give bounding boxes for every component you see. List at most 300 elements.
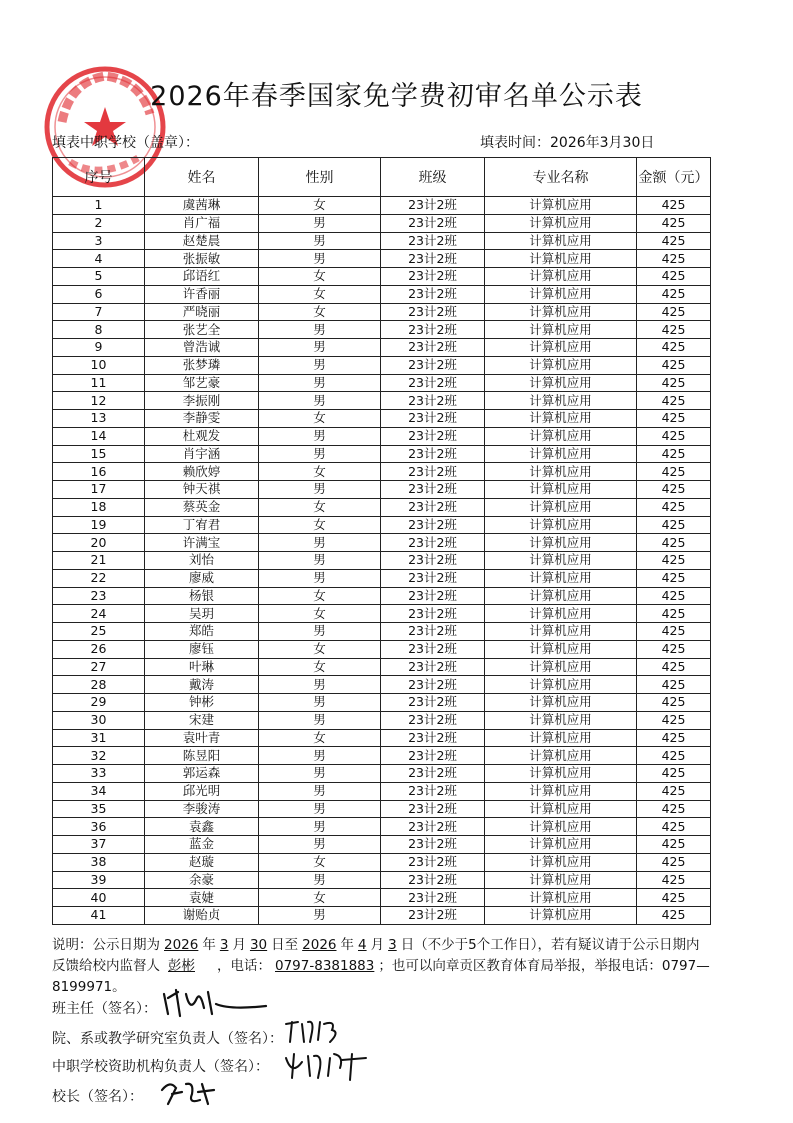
cell-index: 36 [53, 818, 145, 836]
cell-amount: 425 [637, 569, 711, 587]
table-row [53, 445, 711, 463]
cell-gender: 男 [259, 711, 381, 729]
cell-class: 23计2班 [381, 214, 485, 232]
table-row [53, 694, 711, 712]
cell-class: 23计2班 [381, 889, 485, 907]
cell-index: 3 [53, 232, 145, 250]
cell-gender: 男 [259, 765, 381, 783]
cell-name: 陈昱阳 [145, 747, 259, 765]
head-teacher-signature-label: 班主任（签名）： [52, 1001, 157, 1017]
cell-major: 计算机应用 [485, 445, 637, 463]
cell-amount: 425 [637, 250, 711, 268]
cell-gender: 男 [259, 392, 381, 410]
cell-major: 计算机应用 [485, 640, 637, 658]
cell-gender: 男 [259, 214, 381, 232]
cell-name: 李骏涛 [145, 800, 259, 818]
cell-class: 23计2班 [381, 569, 485, 587]
cell-major: 计算机应用 [485, 907, 637, 925]
cell-gender: 男 [259, 818, 381, 836]
cell-amount: 425 [637, 711, 711, 729]
cell-gender: 男 [259, 552, 381, 570]
cell-amount: 425 [637, 516, 711, 534]
cell-gender: 女 [259, 516, 381, 534]
cell-major: 计算机应用 [485, 569, 637, 587]
cell-class: 23计2班 [381, 587, 485, 605]
cell-class: 23计2班 [381, 907, 485, 925]
note-text: ，电话： [217, 958, 271, 974]
cell-gender: 男 [259, 481, 381, 499]
cell-gender: 男 [259, 321, 381, 339]
cell-name: 肖宇涵 [145, 445, 259, 463]
table-row [53, 747, 711, 765]
cell-class: 23计2班 [381, 498, 485, 516]
explanation-note [52, 935, 712, 998]
cell-index: 39 [53, 871, 145, 889]
cell-index: 20 [53, 534, 145, 552]
cell-index: 17 [53, 481, 145, 499]
cell-amount: 425 [637, 232, 711, 250]
cell-class: 23计2班 [381, 552, 485, 570]
start-month: 3 [219, 937, 229, 953]
cell-index: 30 [53, 711, 145, 729]
cell-major: 计算机应用 [485, 427, 637, 445]
cell-gender: 女 [259, 463, 381, 481]
cell-amount: 425 [637, 339, 711, 357]
cell-major: 计算机应用 [485, 410, 637, 428]
cell-amount: 425 [637, 694, 711, 712]
cell-major: 计算机应用 [485, 623, 637, 641]
cell-index: 38 [53, 853, 145, 871]
cell-major: 计算机应用 [485, 321, 637, 339]
cell-index: 24 [53, 605, 145, 623]
cell-index: 40 [53, 889, 145, 907]
table-row [53, 853, 711, 871]
table-row [53, 427, 711, 445]
cell-index: 18 [53, 498, 145, 516]
table-row [53, 907, 711, 925]
cell-name: 宋建 [145, 711, 259, 729]
cell-gender: 女 [259, 410, 381, 428]
cell-major: 计算机应用 [485, 214, 637, 232]
cell-name: 郑皓 [145, 623, 259, 641]
cell-major: 计算机应用 [485, 889, 637, 907]
cell-amount: 425 [637, 658, 711, 676]
cell-gender: 女 [259, 729, 381, 747]
cell-major: 计算机应用 [485, 463, 637, 481]
table-row [53, 871, 711, 889]
cell-major: 计算机应用 [485, 534, 637, 552]
cell-gender: 女 [259, 658, 381, 676]
cell-name: 邱语红 [145, 268, 259, 286]
cell-amount: 425 [637, 587, 711, 605]
cell-class: 23计2班 [381, 197, 485, 215]
cell-index: 29 [53, 694, 145, 712]
cell-class: 23计2班 [381, 534, 485, 552]
cell-name: 余豪 [145, 871, 259, 889]
cell-gender: 男 [259, 800, 381, 818]
cell-class: 23计2班 [381, 694, 485, 712]
table-row [53, 552, 711, 570]
cell-gender: 男 [259, 374, 381, 392]
table-row [53, 782, 711, 800]
table-row [53, 268, 711, 286]
cell-major: 计算机应用 [485, 871, 637, 889]
header-major: 专业名称 [485, 158, 637, 197]
cell-index: 22 [53, 569, 145, 587]
cell-gender: 男 [259, 747, 381, 765]
cell-major: 计算机应用 [485, 676, 637, 694]
cell-amount: 425 [637, 747, 711, 765]
cell-amount: 425 [637, 729, 711, 747]
note-text: 年 [340, 937, 354, 953]
cell-amount: 425 [637, 197, 711, 215]
note-text: 日至 [271, 937, 299, 953]
start-year: 2026 [164, 937, 199, 953]
table-row [53, 356, 711, 374]
cell-gender: 男 [259, 694, 381, 712]
cell-name: 戴涛 [145, 676, 259, 694]
cell-class: 23计2班 [381, 765, 485, 783]
cell-name: 虞茜琳 [145, 197, 259, 215]
cell-amount: 425 [637, 268, 711, 286]
cell-major: 计算机应用 [485, 516, 637, 534]
table-row [53, 658, 711, 676]
table-row [53, 587, 711, 605]
table-row [53, 800, 711, 818]
cell-amount: 425 [637, 392, 711, 410]
table-row [53, 516, 711, 534]
cell-index: 41 [53, 907, 145, 925]
cell-index: 28 [53, 676, 145, 694]
cell-index: 25 [53, 623, 145, 641]
cell-index: 16 [53, 463, 145, 481]
cell-major: 计算机应用 [485, 250, 637, 268]
principal-signature-label: 校长（签名）： [52, 1089, 143, 1105]
cell-name: 杨银 [145, 587, 259, 605]
cell-index: 8 [53, 321, 145, 339]
cell-major: 计算机应用 [485, 836, 637, 854]
cell-index: 10 [53, 356, 145, 374]
cell-gender: 男 [259, 836, 381, 854]
cell-index: 26 [53, 640, 145, 658]
cell-name: 肖广福 [145, 214, 259, 232]
cell-index: 13 [53, 410, 145, 428]
cell-major: 计算机应用 [485, 711, 637, 729]
fill-school-label: 填表中职学校（盖章）： [52, 135, 199, 151]
cell-gender: 女 [259, 640, 381, 658]
cell-gender: 男 [259, 676, 381, 694]
cell-gender: 男 [259, 445, 381, 463]
cell-major: 计算机应用 [485, 765, 637, 783]
table-row [53, 392, 711, 410]
cell-amount: 425 [637, 427, 711, 445]
cell-class: 23计2班 [381, 427, 485, 445]
cell-name: 李静雯 [145, 410, 259, 428]
cell-amount: 425 [637, 800, 711, 818]
cell-gender: 男 [259, 356, 381, 374]
cell-major: 计算机应用 [485, 552, 637, 570]
cell-class: 23计2班 [381, 800, 485, 818]
table-row [53, 232, 711, 250]
cell-amount: 425 [637, 782, 711, 800]
table-row [53, 410, 711, 428]
cell-amount: 425 [637, 214, 711, 232]
table-row [53, 321, 711, 339]
department-signature-label: 院、系或教学研究室负责人（签名）： [52, 1031, 283, 1047]
note-text: 月 [370, 937, 385, 953]
cell-index: 35 [53, 800, 145, 818]
cell-amount: 425 [637, 605, 711, 623]
cell-amount: 425 [637, 853, 711, 871]
cell-major: 计算机应用 [485, 392, 637, 410]
cell-amount: 425 [637, 445, 711, 463]
cell-major: 计算机应用 [485, 374, 637, 392]
table-row [53, 285, 711, 303]
cell-amount: 425 [637, 676, 711, 694]
table-row [53, 623, 711, 641]
cell-class: 23计2班 [381, 356, 485, 374]
table-header-row [53, 158, 711, 197]
cell-class: 23计2班 [381, 711, 485, 729]
header-index: 序号 [53, 158, 145, 197]
note-text: 说明：公示日期为 [52, 937, 160, 953]
cell-class: 23计2班 [381, 374, 485, 392]
cell-gender: 女 [259, 889, 381, 907]
cell-gender: 男 [259, 534, 381, 552]
cell-major: 计算机应用 [485, 853, 637, 871]
table-row [53, 818, 711, 836]
cell-name: 曾浩诚 [145, 339, 259, 357]
cell-name: 李振刚 [145, 392, 259, 410]
page-title: 2026年春季国家免学费初审名单公示表 [150, 81, 643, 112]
table-row [53, 250, 711, 268]
aid-office-signature-label: 中职学校资助机构负责人（签名）： [52, 1059, 269, 1075]
cell-major: 计算机应用 [485, 232, 637, 250]
cell-name: 许满宝 [145, 534, 259, 552]
cell-gender: 男 [259, 250, 381, 268]
cell-name: 张梦璘 [145, 356, 259, 374]
cell-name: 赵璇 [145, 853, 259, 871]
cell-class: 23计2班 [381, 853, 485, 871]
cell-class: 23计2班 [381, 516, 485, 534]
cell-index: 19 [53, 516, 145, 534]
cell-gender: 女 [259, 605, 381, 623]
cell-name: 吴玥 [145, 605, 259, 623]
cell-class: 23计2班 [381, 836, 485, 854]
cell-gender: 女 [259, 268, 381, 286]
cell-amount: 425 [637, 818, 711, 836]
cell-major: 计算机应用 [485, 747, 637, 765]
note-text: 年 [202, 937, 216, 953]
cell-gender: 男 [259, 569, 381, 587]
table-row [53, 214, 711, 232]
cell-name: 杜观发 [145, 427, 259, 445]
cell-gender: 男 [259, 339, 381, 357]
cell-gender: 男 [259, 782, 381, 800]
cell-gender: 男 [259, 871, 381, 889]
cell-index: 34 [53, 782, 145, 800]
cell-amount: 425 [637, 481, 711, 499]
head-teacher-signature [160, 984, 270, 1018]
table-row [53, 836, 711, 854]
cell-gender: 女 [259, 498, 381, 516]
table-body [53, 197, 711, 925]
table-row [53, 889, 711, 907]
cell-amount: 425 [637, 836, 711, 854]
cell-class: 23计2班 [381, 463, 485, 481]
cell-major: 计算机应用 [485, 303, 637, 321]
cell-amount: 425 [637, 552, 711, 570]
cell-gender: 男 [259, 232, 381, 250]
cell-name: 丁宥君 [145, 516, 259, 534]
cell-major: 计算机应用 [485, 268, 637, 286]
cell-class: 23计2班 [381, 818, 485, 836]
cell-amount: 425 [637, 356, 711, 374]
cell-class: 23计2班 [381, 676, 485, 694]
table-row [53, 729, 711, 747]
cell-amount: 425 [637, 765, 711, 783]
cell-name: 郭运森 [145, 765, 259, 783]
cell-gender: 女 [259, 853, 381, 871]
note-text: 日（不少于5个工作日），若有疑议请于公示日期内反馈给校内监督人 [52, 937, 700, 974]
cell-name: 钟彬 [145, 694, 259, 712]
cell-major: 计算机应用 [485, 605, 637, 623]
cell-name: 蓝金 [145, 836, 259, 854]
cell-index: 6 [53, 285, 145, 303]
student-roster-table [52, 157, 711, 925]
cell-gender: 女 [259, 587, 381, 605]
principal-signature [158, 1076, 218, 1108]
cell-major: 计算机应用 [485, 729, 637, 747]
cell-amount: 425 [637, 410, 711, 428]
department-signature [282, 1016, 352, 1046]
table-row [53, 605, 711, 623]
cell-amount: 425 [637, 907, 711, 925]
cell-class: 23计2班 [381, 232, 485, 250]
cell-index: 15 [53, 445, 145, 463]
cell-class: 23计2班 [381, 640, 485, 658]
cell-major: 计算机应用 [485, 197, 637, 215]
end-day: 3 [388, 937, 397, 953]
cell-name: 张艺全 [145, 321, 259, 339]
fill-time-label: 填表时间：2026年3月30日 [480, 135, 655, 151]
cell-name: 邱光明 [145, 782, 259, 800]
cell-gender: 男 [259, 907, 381, 925]
cell-class: 23计2班 [381, 481, 485, 499]
cell-gender: 女 [259, 197, 381, 215]
cell-major: 计算机应用 [485, 800, 637, 818]
cell-index: 23 [53, 587, 145, 605]
cell-class: 23计2班 [381, 729, 485, 747]
cell-name: 赵楚晨 [145, 232, 259, 250]
cell-gender: 男 [259, 623, 381, 641]
cell-index: 14 [53, 427, 145, 445]
end-year: 2026 [302, 937, 337, 953]
note-text: 月 [232, 937, 246, 953]
table-row [53, 374, 711, 392]
cell-index: 11 [53, 374, 145, 392]
cell-index: 5 [53, 268, 145, 286]
cell-name: 廖威 [145, 569, 259, 587]
cell-index: 1 [53, 197, 145, 215]
cell-index: 2 [53, 214, 145, 232]
cell-name: 许香丽 [145, 285, 259, 303]
cell-major: 计算机应用 [485, 658, 637, 676]
cell-name: 钟天祺 [145, 481, 259, 499]
cell-major: 计算机应用 [485, 481, 637, 499]
table-row [53, 339, 711, 357]
cell-index: 9 [53, 339, 145, 357]
end-month: 4 [358, 937, 367, 953]
cell-class: 23计2班 [381, 782, 485, 800]
cell-major: 计算机应用 [485, 285, 637, 303]
table-row [53, 569, 711, 587]
table-row [53, 711, 711, 729]
header-amount: 金额（元） [637, 158, 711, 197]
cell-name: 邹艺豪 [145, 374, 259, 392]
cell-amount: 425 [637, 534, 711, 552]
cell-index: 27 [53, 658, 145, 676]
aid-office-signature [282, 1048, 370, 1082]
cell-amount: 425 [637, 640, 711, 658]
cell-amount: 425 [637, 303, 711, 321]
cell-amount: 425 [637, 285, 711, 303]
table-row [53, 676, 711, 694]
cell-name: 蔡英金 [145, 498, 259, 516]
cell-major: 计算机应用 [485, 782, 637, 800]
cell-class: 23计2班 [381, 303, 485, 321]
table-row [53, 481, 711, 499]
cell-class: 23计2班 [381, 268, 485, 286]
cell-major: 计算机应用 [485, 339, 637, 357]
cell-index: 33 [53, 765, 145, 783]
cell-name: 袁婕 [145, 889, 259, 907]
table-row [53, 640, 711, 658]
cell-major: 计算机应用 [485, 587, 637, 605]
supervisor-name: 彭彬 [168, 958, 195, 974]
cell-index: 32 [53, 747, 145, 765]
cell-name: 袁鑫 [145, 818, 259, 836]
cell-name: 谢贻贞 [145, 907, 259, 925]
cell-class: 23计2班 [381, 658, 485, 676]
cell-index: 7 [53, 303, 145, 321]
header-gender: 性别 [259, 158, 381, 197]
cell-class: 23计2班 [381, 392, 485, 410]
cell-amount: 425 [637, 321, 711, 339]
cell-name: 赖欣婷 [145, 463, 259, 481]
table-row [53, 197, 711, 215]
cell-class: 23计2班 [381, 410, 485, 428]
supervisor-phone: 0797-8381883 [275, 958, 375, 974]
cell-class: 23计2班 [381, 747, 485, 765]
cell-amount: 425 [637, 623, 711, 641]
note-text: ；也可以向章贡区教育体育局举报，举报电话：0797—8199971。 [52, 958, 710, 995]
cell-amount: 425 [637, 889, 711, 907]
cell-class: 23计2班 [381, 445, 485, 463]
cell-amount: 425 [637, 498, 711, 516]
header-class: 班级 [381, 158, 485, 197]
cell-class: 23计2班 [381, 285, 485, 303]
start-day: 30 [249, 937, 268, 953]
cell-major: 计算机应用 [485, 818, 637, 836]
table-row [53, 303, 711, 321]
cell-name: 廖钰 [145, 640, 259, 658]
cell-major: 计算机应用 [485, 498, 637, 516]
cell-class: 23计2班 [381, 339, 485, 357]
cell-index: 21 [53, 552, 145, 570]
cell-index: 12 [53, 392, 145, 410]
cell-class: 23计2班 [381, 605, 485, 623]
